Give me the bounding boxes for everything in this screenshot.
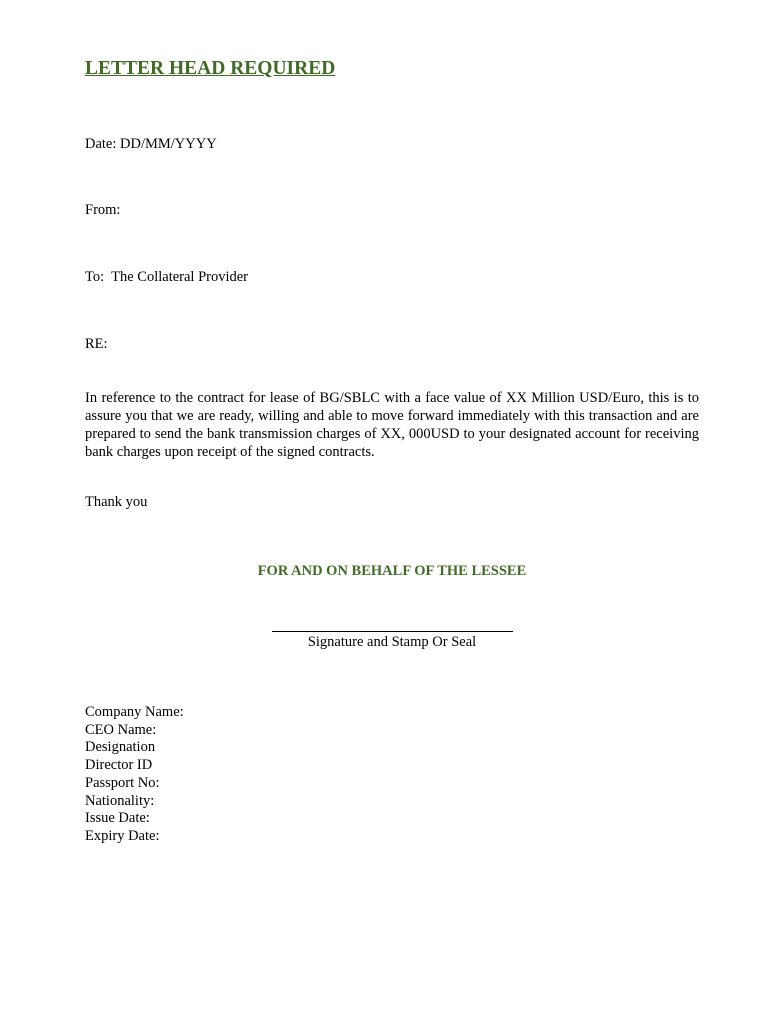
signature-line	[272, 631, 513, 632]
to-line: To: The Collateral Provider	[85, 269, 249, 285]
letter-heading: LETTER HEAD REQUIRED	[85, 58, 336, 79]
from-line: From:	[85, 202, 121, 218]
closing-line: Thank you	[85, 494, 148, 510]
date-line: Date: DD/MM/YYYY	[85, 136, 217, 152]
detail-passport-no: Passport No:	[85, 774, 160, 791]
signature-label: Signature and Stamp Or Seal	[307, 634, 477, 650]
detail-expiry-date: Expiry Date:	[85, 827, 160, 844]
detail-company-name: Company Name:	[85, 704, 184, 720]
on-behalf-heading: FOR AND ON BEHALF OF THE LESSEE	[257, 563, 527, 579]
details-list	[85, 704, 184, 846]
detail-ceo-name: CEO Name:	[85, 721, 157, 738]
detail-director-id: Director ID	[85, 757, 153, 774]
re-line: RE:	[85, 336, 108, 352]
detail-designation: Designation	[85, 739, 156, 756]
letter-body: In reference to the contract for lease of BG/SBLC with a face value of XX Million USD/Euro, this is to assure you that we are ready, willing and able to move forward immediately with this transaction and are prepared to send the bank transmission charges of XX, 000USD to your designated account for receiving bank charges upon receipt of the signed contracts.	[85, 390, 699, 460]
detail-nationality: Nationality:	[85, 792, 155, 809]
detail-issue-date: Issue Date:	[85, 810, 150, 827]
